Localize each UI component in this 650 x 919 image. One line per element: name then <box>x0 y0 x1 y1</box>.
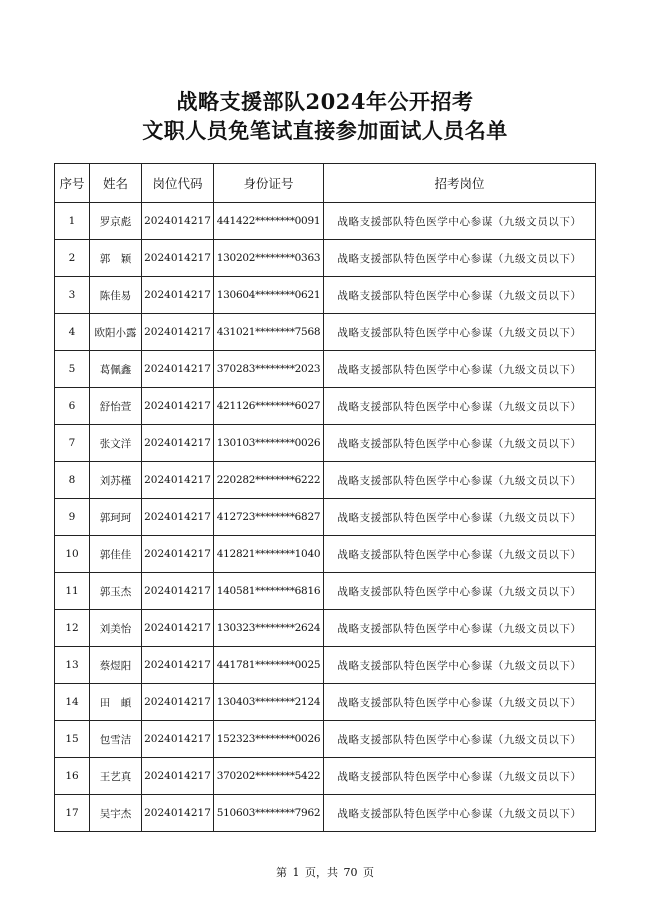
cell-id-number: 140581********6816 <box>214 573 324 610</box>
cell-id-number: 441781********0025 <box>214 647 324 684</box>
cell-index: 6 <box>55 388 90 425</box>
cell-position: 战略支援部队特色医学中心参谋（九级文员以下） <box>324 795 596 832</box>
table-row <box>55 610 596 647</box>
cell-position: 战略支援部队特色医学中心参谋（九级文员以下） <box>324 240 596 277</box>
cell-index: 14 <box>55 684 90 721</box>
cell-name: 陈佳易 <box>90 277 142 314</box>
table-row <box>55 499 596 536</box>
cell-position: 战略支援部队特色医学中心参谋（九级文员以下） <box>324 721 596 758</box>
cell-name: 郭玉杰 <box>90 573 142 610</box>
cell-index: 13 <box>55 647 90 684</box>
table-header-row <box>55 164 596 203</box>
cell-index: 1 <box>55 203 90 240</box>
cell-id-number: 130103********0026 <box>214 425 324 462</box>
cell-name: 王艺真 <box>90 758 142 795</box>
cell-index: 10 <box>55 536 90 573</box>
cell-position-code: 2024014217 <box>142 795 214 832</box>
table-row <box>55 462 596 499</box>
cell-position-code: 2024014217 <box>142 536 214 573</box>
cell-name: 郭佳佳 <box>90 536 142 573</box>
cell-position: 战略支援部队特色医学中心参谋（九级文员以下） <box>324 610 596 647</box>
cell-id-number: 370202********5422 <box>214 758 324 795</box>
cell-position-code: 2024014217 <box>142 647 214 684</box>
cell-name: 舒怡萱 <box>90 388 142 425</box>
cell-position-code: 2024014217 <box>142 351 214 388</box>
cell-position: 战略支援部队特色医学中心参谋（九级文员以下） <box>324 684 596 721</box>
cell-index: 4 <box>55 314 90 351</box>
table-body <box>55 203 596 832</box>
table-row <box>55 647 596 684</box>
column-header-id-number: 身份证号 <box>214 164 324 203</box>
table-header <box>55 164 596 203</box>
cell-index: 5 <box>55 351 90 388</box>
cell-index: 12 <box>55 610 90 647</box>
table-row <box>55 573 596 610</box>
cell-name: 吴宇杰 <box>90 795 142 832</box>
cell-id-number: 130604********0621 <box>214 277 324 314</box>
table-row <box>55 240 596 277</box>
cell-id-number: 510603********7962 <box>214 795 324 832</box>
cell-name: 郭珂珂 <box>90 499 142 536</box>
cell-position-code: 2024014217 <box>142 203 214 240</box>
cell-position: 战略支援部队特色医学中心参谋（九级文员以下） <box>324 573 596 610</box>
cell-id-number: 431021********7568 <box>214 314 324 351</box>
document-title-line-2: 文职人员免笔试直接参加面试人员名单 <box>142 118 508 143</box>
cell-id-number: 130403********2124 <box>214 684 324 721</box>
cell-position-code: 2024014217 <box>142 388 214 425</box>
cell-index: 16 <box>55 758 90 795</box>
cell-position-code: 2024014217 <box>142 499 214 536</box>
cell-id-number: 130323********2624 <box>214 610 324 647</box>
cell-position: 战略支援部队特色医学中心参谋（九级文员以下） <box>324 758 596 795</box>
cell-position-code: 2024014217 <box>142 277 214 314</box>
page-number: 第 1 页，共 70 页 <box>276 866 374 879</box>
cell-position-code: 2024014217 <box>142 684 214 721</box>
cell-id-number: 412723********6827 <box>214 499 324 536</box>
cell-index: 2 <box>55 240 90 277</box>
cell-name: 葛佩鑫 <box>90 351 142 388</box>
cell-id-number: 370283********2023 <box>214 351 324 388</box>
cell-id-number: 421126********6027 <box>214 388 324 425</box>
table-row <box>55 314 596 351</box>
cell-position: 战略支援部队特色医学中心参谋（九级文员以下） <box>324 462 596 499</box>
cell-index: 15 <box>55 721 90 758</box>
document-title-line-1: 战略支援部队2024年公开招考 <box>176 89 474 114</box>
cell-index: 17 <box>55 795 90 832</box>
table-row <box>55 388 596 425</box>
cell-position: 战略支援部队特色医学中心参谋（九级文员以下） <box>324 647 596 684</box>
cell-name: 刘美怡 <box>90 610 142 647</box>
cell-id-number: 412821********1040 <box>214 536 324 573</box>
cell-position-code: 2024014217 <box>142 462 214 499</box>
cell-id-number: 441422********0091 <box>214 203 324 240</box>
cell-name: 郭 颖 <box>90 240 142 277</box>
cell-name: 张文洋 <box>90 425 142 462</box>
cell-index: 9 <box>55 499 90 536</box>
cell-position: 战略支援部队特色医学中心参谋（九级文员以下） <box>324 351 596 388</box>
table-row <box>55 425 596 462</box>
cell-position-code: 2024014217 <box>142 610 214 647</box>
column-header-position-code: 岗位代码 <box>142 164 214 203</box>
cell-name: 欧阳小露 <box>90 314 142 351</box>
table-row <box>55 758 596 795</box>
table-row <box>55 203 596 240</box>
cell-id-number: 130202********0363 <box>214 240 324 277</box>
cell-position: 战略支援部队特色医学中心参谋（九级文员以下） <box>324 499 596 536</box>
cell-index: 8 <box>55 462 90 499</box>
cell-index: 3 <box>55 277 90 314</box>
cell-id-number: 220282********6222 <box>214 462 324 499</box>
table-row <box>55 351 596 388</box>
cell-name: 田 頔 <box>90 684 142 721</box>
cell-position: 战略支援部队特色医学中心参谋（九级文员以下） <box>324 277 596 314</box>
table-row <box>55 684 596 721</box>
cell-position: 战略支援部队特色医学中心参谋（九级文员以下） <box>324 425 596 462</box>
table-row <box>55 277 596 314</box>
cell-position: 战略支援部队特色医学中心参谋（九级文员以下） <box>324 314 596 351</box>
column-header-index: 序号 <box>55 164 90 203</box>
cell-position-code: 2024014217 <box>142 721 214 758</box>
cell-position: 战略支援部队特色医学中心参谋（九级文员以下） <box>324 536 596 573</box>
cell-position-code: 2024014217 <box>142 314 214 351</box>
cell-position-code: 2024014217 <box>142 573 214 610</box>
column-header-position: 招考岗位 <box>324 164 596 203</box>
cell-name: 罗京彪 <box>90 203 142 240</box>
cell-position: 战略支援部队特色医学中心参谋（九级文员以下） <box>324 203 596 240</box>
cell-index: 7 <box>55 425 90 462</box>
table-row <box>55 721 596 758</box>
cell-name: 刘苏槿 <box>90 462 142 499</box>
candidate-table <box>54 163 596 832</box>
cell-position-code: 2024014217 <box>142 425 214 462</box>
cell-name: 蔡煜阳 <box>90 647 142 684</box>
cell-index: 11 <box>55 573 90 610</box>
cell-position-code: 2024014217 <box>142 758 214 795</box>
table-row <box>55 795 596 832</box>
column-header-name: 姓名 <box>90 164 142 203</box>
cell-position-code: 2024014217 <box>142 240 214 277</box>
cell-id-number: 152323********0026 <box>214 721 324 758</box>
cell-name: 包雪洁 <box>90 721 142 758</box>
cell-position: 战略支援部队特色医学中心参谋（九级文员以下） <box>324 388 596 425</box>
table-row <box>55 536 596 573</box>
